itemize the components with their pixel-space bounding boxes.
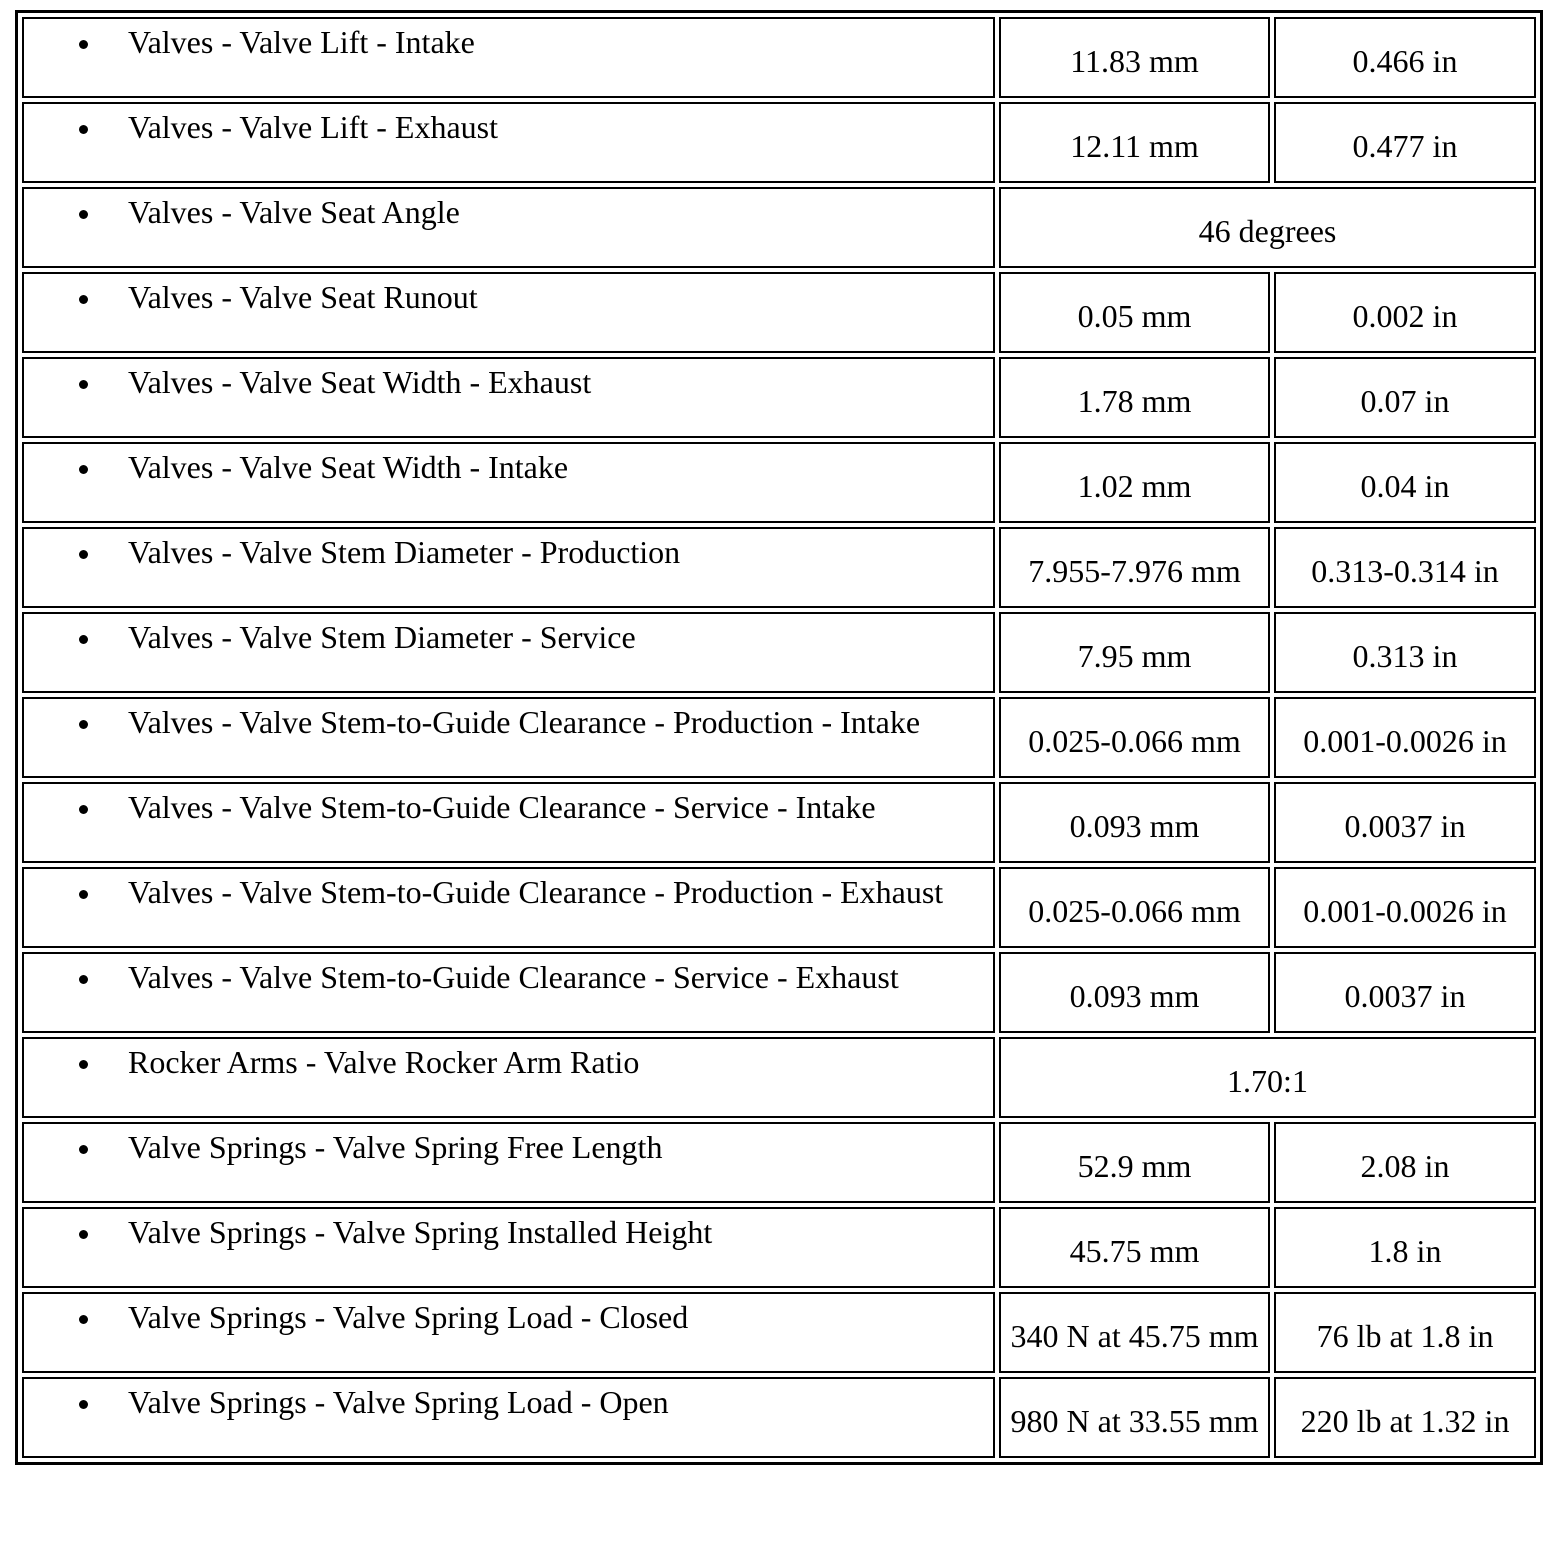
bullet-icon	[79, 550, 88, 559]
spec-label: Valves - Valve Stem Diameter - Service	[128, 619, 636, 655]
spec-label-cell	[22, 272, 995, 353]
bullet-icon	[79, 720, 88, 729]
imperial-value: 0.04 in	[1274, 442, 1536, 523]
spec-label-cell	[22, 697, 995, 778]
imperial-value: 0.313 in	[1274, 612, 1536, 693]
spec-label-cell	[22, 187, 995, 268]
imperial-value: 0.466 in	[1274, 17, 1536, 98]
imperial-value: 0.313-0.314 in	[1274, 527, 1536, 608]
bullet-icon	[79, 975, 88, 984]
bullet-icon	[79, 1145, 88, 1154]
metric-value: 45.75 mm	[999, 1207, 1270, 1288]
spec-row	[22, 1207, 1536, 1288]
spec-label-cell	[22, 527, 995, 608]
metric-value: 340 N at 45.75 mm	[999, 1292, 1270, 1373]
bullet-icon	[79, 635, 88, 644]
spec-label-cell	[22, 1377, 995, 1458]
spec-row	[22, 697, 1536, 778]
metric-value: 0.05 mm	[999, 272, 1270, 353]
spec-label: Valves - Valve Stem-to-Guide Clearance - Production - Exhaust	[128, 874, 944, 910]
metric-value: 12.11 mm	[999, 102, 1270, 183]
spec-row	[22, 1037, 1536, 1118]
spec-label: Valves - Valve Seat Width - Intake	[128, 449, 569, 485]
specifications-table	[15, 10, 1543, 1465]
spec-label-cell	[22, 952, 995, 1033]
metric-value: 1.78 mm	[999, 357, 1270, 438]
spec-label-cell	[22, 17, 995, 98]
spec-label-cell	[22, 1037, 995, 1118]
spec-row	[22, 357, 1536, 438]
bullet-icon	[79, 295, 88, 304]
spec-label: Valve Springs - Valve Spring Load - Open	[128, 1384, 669, 1420]
spec-row	[22, 782, 1536, 863]
spec-label: Valves - Valve Lift - Intake	[128, 24, 475, 60]
spec-label: Valves - Valve Seat Angle	[128, 194, 460, 230]
imperial-value: 1.8 in	[1274, 1207, 1536, 1288]
imperial-value: 76 lb at 1.8 in	[1274, 1292, 1536, 1373]
spec-label-cell	[22, 1292, 995, 1373]
metric-value: 7.95 mm	[999, 612, 1270, 693]
combined-value: 1.70:1	[999, 1037, 1536, 1118]
spec-row	[22, 272, 1536, 353]
imperial-value: 0.001-0.0026 in	[1274, 867, 1536, 948]
metric-value: 980 N at 33.55 mm	[999, 1377, 1270, 1458]
bullet-icon	[79, 210, 88, 219]
spec-label-cell	[22, 867, 995, 948]
spec-label-cell	[22, 1122, 995, 1203]
spec-label: Valve Springs - Valve Spring Load - Closed	[128, 1299, 689, 1335]
spec-row	[22, 102, 1536, 183]
spec-label-cell	[22, 357, 995, 438]
imperial-value: 0.477 in	[1274, 102, 1536, 183]
bullet-icon	[79, 1230, 88, 1239]
spec-row	[22, 17, 1536, 98]
spec-label: Valves - Valve Seat Runout	[128, 279, 478, 315]
spec-label: Valves - Valve Seat Width - Exhaust	[128, 364, 592, 400]
imperial-value: 0.002 in	[1274, 272, 1536, 353]
bullet-icon	[79, 1315, 88, 1324]
bullet-icon	[79, 40, 88, 49]
imperial-value: 0.001-0.0026 in	[1274, 697, 1536, 778]
metric-value: 0.093 mm	[999, 782, 1270, 863]
spec-label-cell	[22, 612, 995, 693]
spec-row	[22, 442, 1536, 523]
spec-label-cell	[22, 102, 995, 183]
spec-row	[22, 1377, 1536, 1458]
spec-row	[22, 527, 1536, 608]
metric-value: 1.02 mm	[999, 442, 1270, 523]
spec-label-cell	[22, 782, 995, 863]
spec-row	[22, 1122, 1536, 1203]
spec-label: Valves - Valve Stem Diameter - Production	[128, 534, 681, 570]
imperial-value: 0.0037 in	[1274, 782, 1536, 863]
bullet-icon	[79, 380, 88, 389]
spec-label: Valve Springs - Valve Spring Installed Height	[128, 1214, 713, 1250]
metric-value: 11.83 mm	[999, 17, 1270, 98]
imperial-value: 2.08 in	[1274, 1122, 1536, 1203]
metric-value: 0.025-0.066 mm	[999, 697, 1270, 778]
spec-row	[22, 612, 1536, 693]
spec-row	[22, 1292, 1536, 1373]
bullet-icon	[79, 1400, 88, 1409]
metric-value: 0.093 mm	[999, 952, 1270, 1033]
spec-row	[22, 867, 1536, 948]
metric-value: 0.025-0.066 mm	[999, 867, 1270, 948]
metric-value: 7.955-7.976 mm	[999, 527, 1270, 608]
spec-row	[22, 952, 1536, 1033]
imperial-value: 0.0037 in	[1274, 952, 1536, 1033]
spec-label: Valves - Valve Stem-to-Guide Clearance - Service - Exhaust	[128, 959, 899, 995]
bullet-icon	[79, 805, 88, 814]
spec-label: Valves - Valve Stem-to-Guide Clearance - Production - Intake	[128, 704, 921, 740]
spec-label: Valves - Valve Stem-to-Guide Clearance - Service - Intake	[128, 789, 876, 825]
bullet-icon	[79, 125, 88, 134]
spec-label: Valve Springs - Valve Spring Free Length	[128, 1129, 663, 1165]
imperial-value: 0.07 in	[1274, 357, 1536, 438]
spec-label: Valves - Valve Lift - Exhaust	[128, 109, 498, 145]
spec-label-cell	[22, 1207, 995, 1288]
bullet-icon	[79, 465, 88, 474]
spec-label: Rocker Arms - Valve Rocker Arm Ratio	[128, 1044, 640, 1080]
bullet-icon	[79, 890, 88, 899]
combined-value: 46 degrees	[999, 187, 1536, 268]
spec-label-cell	[22, 442, 995, 523]
spec-row	[22, 187, 1536, 268]
metric-value: 52.9 mm	[999, 1122, 1270, 1203]
bullet-icon	[79, 1060, 88, 1069]
imperial-value: 220 lb at 1.32 in	[1274, 1377, 1536, 1458]
